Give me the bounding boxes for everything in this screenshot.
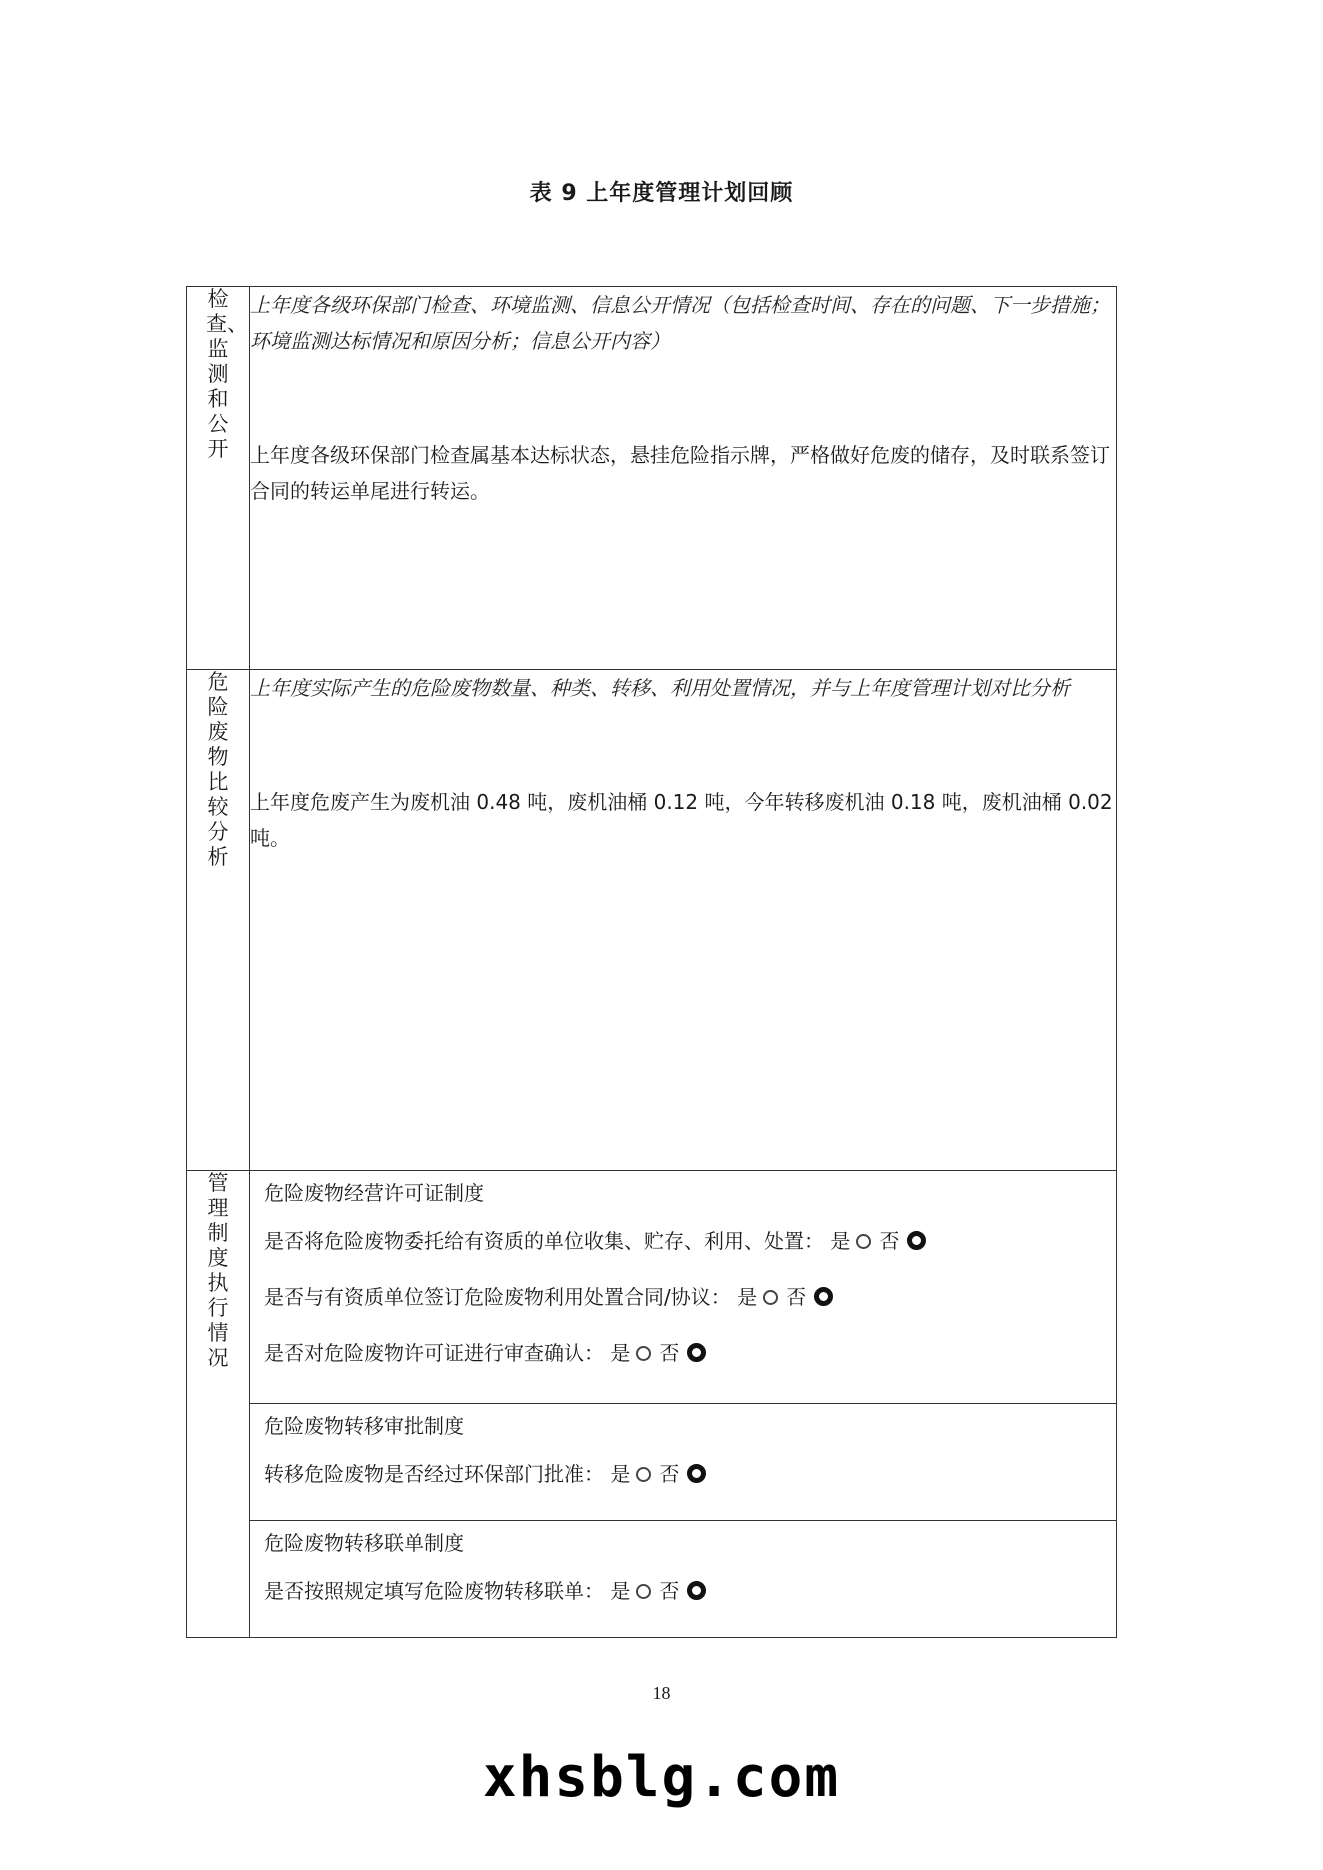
no-label: 否 <box>659 1579 680 1603</box>
row-inspection <box>187 287 1117 670</box>
question-row <box>264 1446 1104 1502</box>
block-title: 危险废物转移审批制度 <box>264 1414 464 1438</box>
no-radio-selected-icon[interactable] <box>687 1581 706 1600</box>
license-system-block <box>250 1171 1117 1404</box>
question-row <box>264 1325 1104 1381</box>
watermark: xhsblg.com <box>482 1745 841 1810</box>
row-management-1 <box>187 1171 1117 1404</box>
no-radio-selected-icon[interactable] <box>907 1231 926 1250</box>
question-text: 转移危险废物是否经过环保部门批准： <box>264 1462 604 1486</box>
no-label: 否 <box>659 1462 680 1486</box>
yes-radio-icon[interactable] <box>636 1467 651 1482</box>
question-text: 是否与有资质单位签订危险废物利用处置合同/协议： <box>264 1285 731 1309</box>
page-title: 表 9 上年度管理计划回顾 <box>529 181 794 206</box>
yes-radio-icon[interactable] <box>636 1346 651 1361</box>
block-title: 危险废物转移联单制度 <box>264 1531 464 1555</box>
transfer-approval-block <box>250 1404 1117 1521</box>
transfer-manifest-block <box>250 1521 1117 1638</box>
yes-label: 是 <box>830 1229 851 1253</box>
no-label: 否 <box>786 1285 807 1309</box>
question-text: 是否对危险废物许可证进行审查确认： <box>264 1341 604 1365</box>
yes-radio-icon[interactable] <box>856 1234 871 1249</box>
inspection-text: 上年度各级环保部门检查属基本达标状态，悬挂危险指示牌，严格做好危废的储存，及时联系签订合同的转运单尾进行转运。 <box>250 443 1110 503</box>
no-radio-selected-icon[interactable] <box>687 1343 706 1362</box>
row-comparison <box>187 670 1117 1171</box>
no-label: 否 <box>879 1229 900 1253</box>
no-radio-selected-icon[interactable] <box>814 1287 833 1306</box>
inspection-hint: 上年度各级环保部门检查、环境监测、信息公开情况（包括检查时间、存在的问题、下一步措施；环境监测达标情况和原因分析；信息公开内容） <box>250 293 1110 353</box>
row-management-3 <box>187 1521 1117 1638</box>
review-table <box>186 286 1117 1638</box>
yes-radio-icon[interactable] <box>636 1584 651 1599</box>
section-content-comparison <box>250 670 1117 1171</box>
yes-label: 是 <box>610 1579 631 1603</box>
no-radio-selected-icon[interactable] <box>687 1464 706 1483</box>
question-row <box>264 1563 1104 1619</box>
comparison-text: 上年度危废产生为废机油 0.48 吨，废机油桶 0.12 吨，今年转移废机油 0.18 吨，废机油桶 0.02 吨。 <box>250 790 1113 850</box>
page-number: 18 <box>652 1683 671 1703</box>
yes-radio-icon[interactable] <box>763 1290 778 1305</box>
section-label-inspection: 检查、监测和公开 <box>187 287 250 670</box>
question-row <box>264 1269 1104 1325</box>
section-label-comparison: 危险废物比较分析 <box>187 670 250 1171</box>
yes-label: 是 <box>737 1285 758 1309</box>
question-row <box>264 1213 1104 1269</box>
section-label-management: 管理制度执行情况 <box>187 1171 250 1638</box>
question-text: 是否按照规定填写危险废物转移联单： <box>264 1579 604 1603</box>
no-label: 否 <box>659 1341 680 1365</box>
row-management-2 <box>187 1404 1117 1521</box>
section-content-inspection <box>250 287 1117 670</box>
yes-label: 是 <box>610 1462 631 1486</box>
block-title: 危险废物经营许可证制度 <box>264 1181 484 1205</box>
yes-label: 是 <box>610 1341 631 1365</box>
question-text: 是否将危险废物委托给有资质的单位收集、贮存、利用、处置： <box>264 1229 824 1253</box>
comparison-hint: 上年度实际产生的危险废物数量、种类、转移、利用处置情况，并与上年度管理计划对比分析 <box>250 676 1070 700</box>
